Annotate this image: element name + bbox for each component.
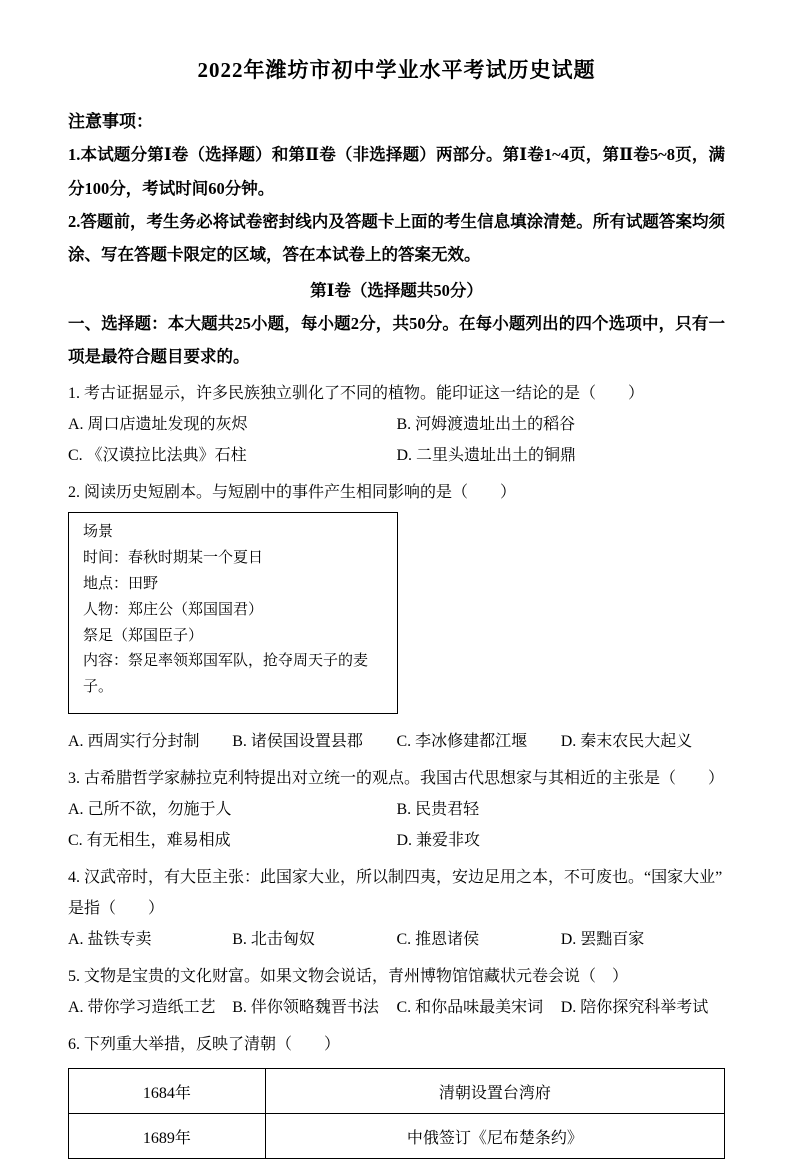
- script-line-place: 地点：田野: [83, 575, 159, 592]
- table-row: [69, 1114, 725, 1159]
- question-4-option-b: B. 北击匈奴: [232, 931, 315, 949]
- question-1-options-row-2: [68, 440, 725, 472]
- event-cell: 中俄签订《尼布楚条约》: [265, 1114, 724, 1159]
- question-3-option-b: B. 民贵君轻: [396, 800, 480, 818]
- table-row: [69, 1069, 725, 1114]
- notice-item-2: 2.答题前，考生务必将试卷密封线内及答题卡上面的考生信息填涂清楚。所有试题答案均须涂、写在答题卡限定的区域，答在本试卷上的答案无效。: [68, 211, 725, 265]
- script-line-content: 内容：祭足率领郑国军队，抢夺周天子的麦子。: [83, 653, 369, 696]
- exam-title: 2022年潍坊市初中学业水平考试历史试题: [197, 58, 596, 82]
- question-2-option-d: D. 秦末农民大起义: [560, 732, 693, 750]
- question-2-options-row: [68, 726, 725, 758]
- section-heading: 第Ⅰ卷（选择题共50分）: [310, 280, 483, 300]
- question-1-options-row-1: [68, 409, 725, 441]
- question-5-option-d: D. 陪你探究科举考试: [560, 999, 709, 1017]
- question-3-options-row-1: [68, 794, 725, 826]
- question-4-stem: 4. 汉武帝时，有大臣主张：此国家大业，所以制四夷，安边足用之本，不可废也。“国家大业”是指（ ）: [68, 869, 723, 918]
- notice-heading: 注意事项：: [68, 112, 153, 131]
- question-1: [68, 378, 725, 473]
- question-1-option-a: A. 周口店遗址发现的灰烬: [68, 415, 248, 433]
- question-1-option-b: B. 河姆渡遗址出土的稻谷: [396, 415, 576, 433]
- question-3-stem: 3. 古希腊哲学家赫拉克利特提出对立统一的观点。我国古代思想家与其相近的主张是（ ）: [68, 769, 725, 787]
- question-5-stem: 5. 文物是宝贵的文化财富。如果文物会说话，青州博物馆馆藏状元卷会说（ ）: [68, 968, 629, 986]
- script-line-characters-2: 祭足（郑国臣子）: [83, 627, 204, 644]
- question-2-option-c: C. 李冰修建都江堰: [396, 732, 528, 750]
- question-5-options-row: [68, 992, 725, 1024]
- question-1-stem: 1. 考古证据显示，许多民族独立驯化了不同的植物。能印证这一结论的是（ ）: [68, 384, 645, 402]
- question-2-option-b: B. 诸侯国设置县郡: [232, 732, 363, 750]
- question-5: [68, 961, 725, 1024]
- question-6-timeline-table: [68, 1068, 725, 1159]
- question-2-stem: 2. 阅读历史短剧本。与短剧中的事件产生相同影响的是（ ）: [68, 484, 517, 502]
- question-4: [68, 862, 725, 956]
- notice-item-1: 1.本试题分第Ⅰ卷（选择题）和第Ⅱ卷（非选择题）两部分。第Ⅰ卷1~4页，第Ⅱ卷5~8页，满分100分，考试时间60分钟。: [68, 145, 725, 198]
- question-3-option-d: D. 兼爱非攻: [396, 832, 481, 850]
- question-3-option-c: C. 有无相生，难易相成: [68, 832, 231, 850]
- question-6-stem: 6. 下列重大举措，反映了清朝（ ）: [68, 1036, 341, 1054]
- question-4-option-d: D. 罢黜百家: [560, 931, 645, 949]
- question-6: [68, 1029, 725, 1159]
- question-3-option-a: A. 己所不欲，勿施于人: [68, 800, 232, 818]
- question-3: [68, 763, 725, 858]
- question-5-option-a: A. 带你学习造纸工艺: [68, 999, 216, 1017]
- question-2-option-a: A. 西周实行分封制: [68, 732, 200, 750]
- question-5-option-b: B. 伴你领略魏晋书法: [232, 999, 379, 1017]
- question-5-option-c: C. 和你品味最美宋词: [396, 999, 544, 1017]
- question-4-option-c: C. 推恩诸侯: [396, 931, 480, 949]
- question-4-option-a: A. 盐铁专卖: [68, 931, 152, 949]
- year-cell: 1689年: [69, 1114, 266, 1159]
- script-line-scene: 场景: [83, 524, 114, 541]
- year-cell: 1684年: [69, 1069, 266, 1114]
- event-cell: 清朝设置台湾府: [265, 1069, 724, 1114]
- section-instructions: 一、选择题：本大题共25小题，每小题2分，共50分。在每小题列出的四个选项中，只有一项是最符合题目要求的。: [68, 313, 725, 366]
- question-4-options-row: [68, 924, 725, 956]
- question-2-script-box: [68, 512, 398, 714]
- question-1-option-d: D. 二里头遗址出土的铜鼎: [396, 447, 577, 465]
- question-1-option-c: C. 《汉谟拉比法典》石柱: [68, 447, 247, 465]
- question-2: [68, 477, 725, 757]
- script-line-characters: 人物：郑庄公（郑国国君）: [83, 601, 264, 618]
- script-line-time: 时间：春秋时期某一个夏日: [83, 550, 264, 567]
- question-3-options-row-2: [68, 825, 725, 857]
